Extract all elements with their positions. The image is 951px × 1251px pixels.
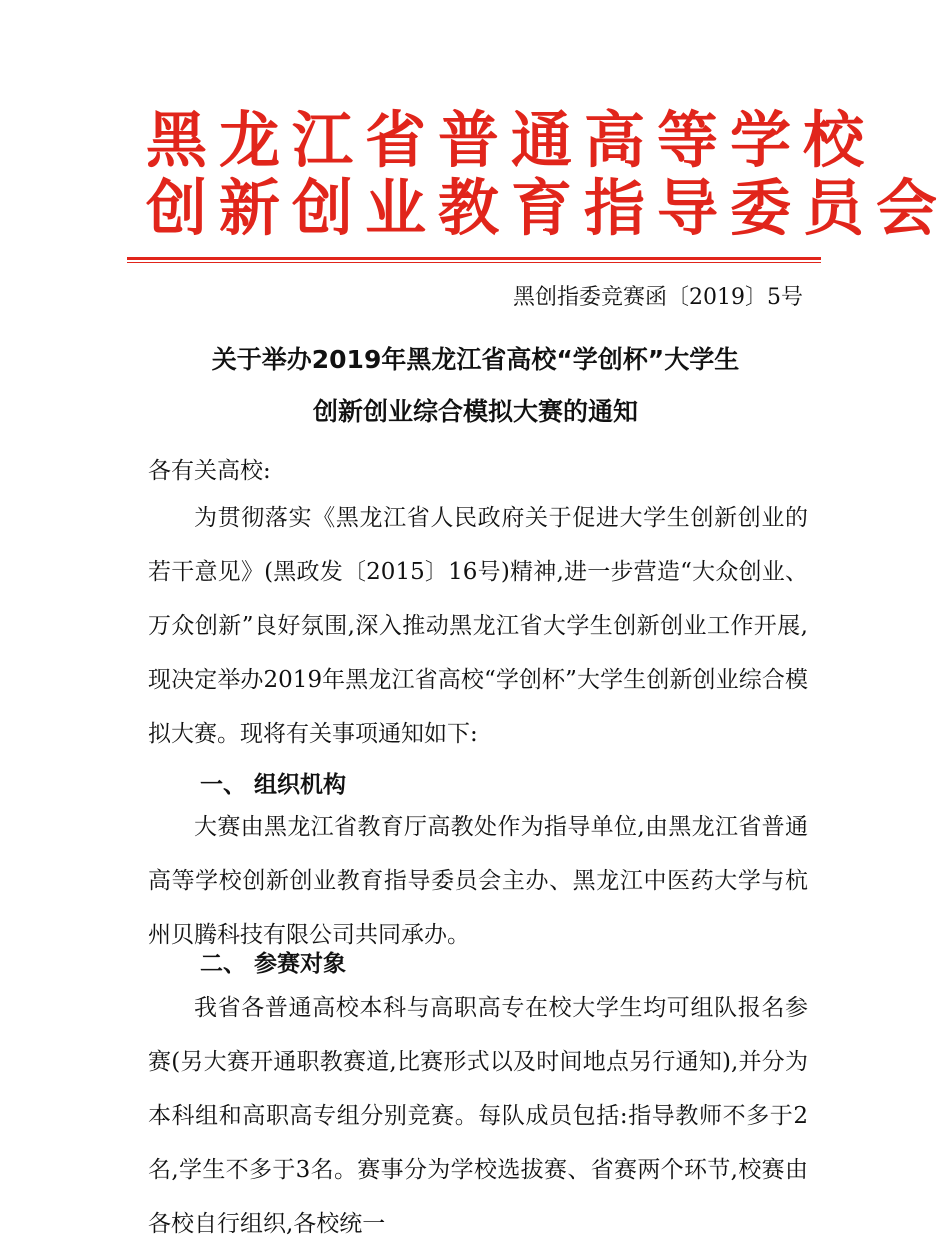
- issuer-name-line1: 黑龙江省普通高等学校: [146, 105, 877, 176]
- section-heading-organization: 一、 组织机构: [200, 772, 347, 798]
- notice-title-line2: 创新创业综合模拟大赛的通知: [312, 397, 638, 426]
- salutation: 各有关高校:: [148, 458, 271, 484]
- intro-paragraph: 为贯彻落实《黑龙江省人民政府关于促进大学生创新创业的若干意见》(黑政发〔2015〕16号)精神,进一步营造“大众创业、万众创新”良好氛围,深入推动黑龙江省大学生创新创业工作开展,现决定举办2019年黑龙江省高校“学创杯”大学生创新创业综合模拟大赛。现将有关事项通知如下:: [148, 505, 808, 747]
- red-divider-thick: [127, 257, 821, 260]
- participants-paragraph: 我省各普通高校本科与高职高专在校大学生均可组队报名参赛(另大赛开通职教赛道,比赛形式以及时间地点另行通知),并分为本科组和高职高专组分别竞赛。每队成员包括:指导教师不多于2名,学生不多于3名。赛事分为学校选拔赛、省赛两个环节,校赛由各校自行组织,各校统一: [148, 995, 808, 1237]
- red-divider-thin: [127, 262, 821, 263]
- organization-paragraph: 大赛由黑龙江省教育厅高教处作为指导单位,由黑龙江省普通高等学校创新创业教育指导委员会主办、黑龙江中医药大学与杭州贝腾科技有限公司共同承办。: [148, 814, 808, 948]
- section-heading-participants: 二、 参赛对象: [200, 951, 347, 977]
- notice-title-line1: 关于举办2019年黑龙江省高校“学创杯”大学生: [211, 345, 740, 374]
- document-number: 黑创指委竞赛函〔2019〕5号: [513, 285, 803, 310]
- issuer-name-line2: 创新创业教育指导委员会: [146, 173, 950, 244]
